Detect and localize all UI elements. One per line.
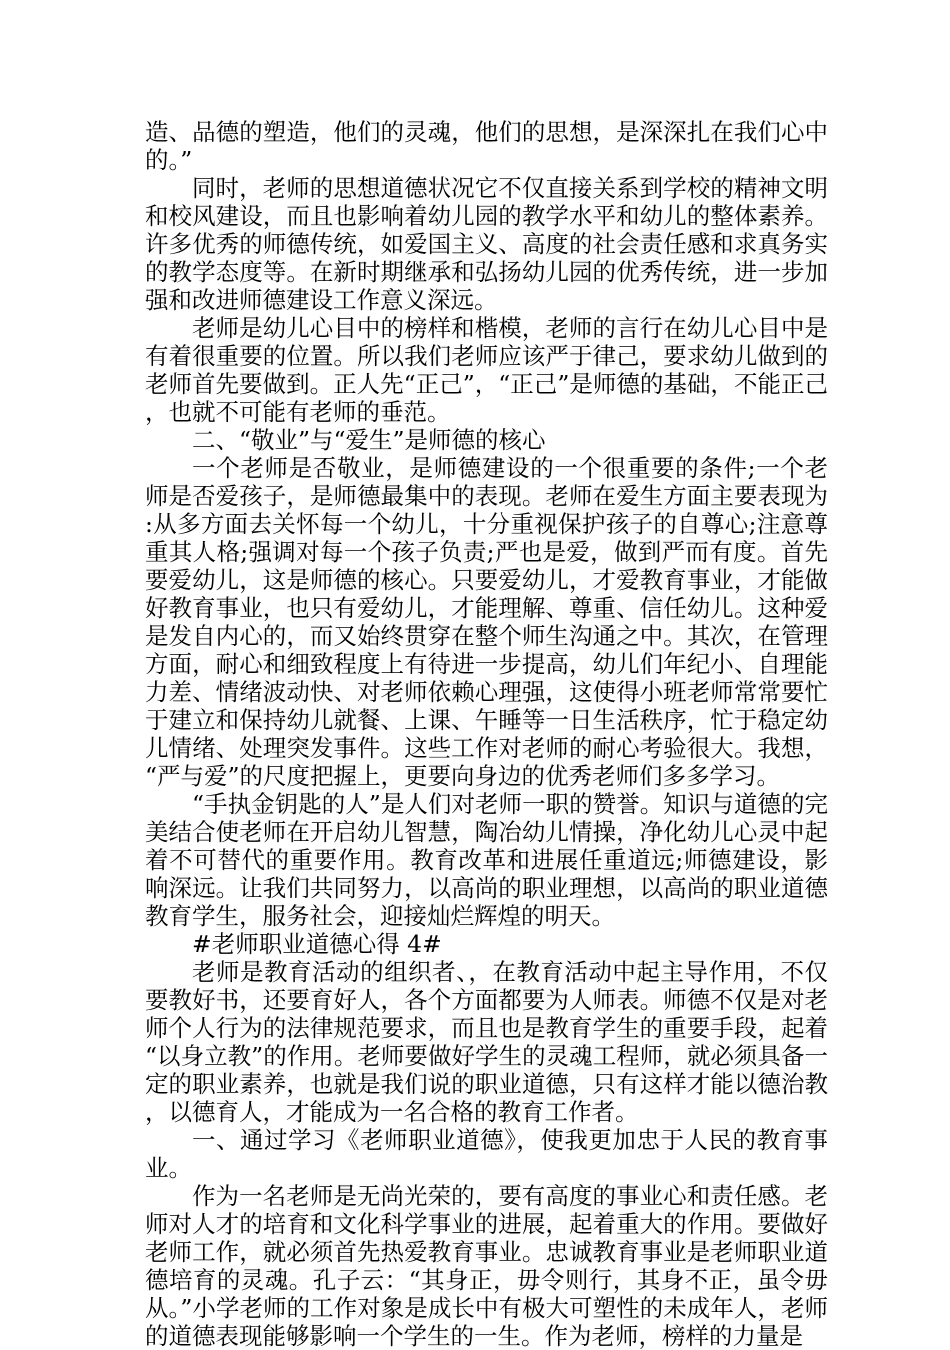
paragraph-2: 同时，老师的思想道德状况它不仅直接关系到学校的精神文明和校风建设，而且也影响着幼儿园的教学水平和幼儿的整体素养。许多优秀的师德传统，如爱国主义、高度的社会责任感和求真务实的教学态度等。在新时期继承和弘扬幼儿园的优秀传统，进一步加强和改进师德建设工作意义深远。 (145, 174, 828, 314)
section-heading-respect-and-love: 二、“敬业”与“爱生”是师德的核心 (192, 426, 546, 454)
section-heading-study-ethics: 一、通过学习《老师职业道德》，使我更加忠于人民的教育事业。 (145, 1126, 828, 1182)
paragraph-4: 一个老师是否敬业，是师德建设的一个很重要的条件;一个老师是否爱孩子，是师德最集中的表现。老师在爱生方面主要表现为:从多方面去关怀每一个幼儿，十分重视保护孩子的自尊心;注意尊重其人格;强调对每一个孩子负责;严也是爱，做到严而有度。首先要爱幼儿，这是师德的核心。只要爱幼儿，才爱教育事业，才能做好教育事业，也只有爱幼儿，才能理解、尊重、信任幼儿。这种爱是发自内心的，而又始终贯穿在整个师生沟通之中。其次，在管理方面，耐心和细致程度上有待进一步提高，幼儿们年纪小、自理能力差、情绪波动快、对老师依赖心理强，这使得小班老师常常要忙于建立和保持幼儿就餐、上课、午睡等一日生活秩序，忙于稳定幼儿情绪、处理突发事件。这些工作对老师的耐心考验很大。我想，“严与爱”的尺度把握上，更要向身边的优秀老师们多多学习。 (145, 454, 828, 790)
section-heading-essay-4: #老师职业道德心得 4# (192, 930, 442, 958)
paragraph-1: 造、品德的塑造，他们的灵魂，他们的思想，是深深扎在我们心中的。” (145, 118, 828, 174)
document-page (145, 118, 828, 1350)
paragraph-6: 老师是教育活动的组织者、，在教育活动中起主导作用，不仅要教好书，还要育好人，各个方面都要为人师表。师德不仅是对老师个人行为的法律规范要求，而且也是教育学生的重要手段，起着“以身立教”的作用。老师要做好学生的灵魂工程师，就必须具备一定的职业素养，也就是我们说的职业道德，只有这样才能以德治教，以德育人，才能成为一名合格的教育工作者。 (145, 958, 828, 1126)
paragraph-3: 老师是幼儿心目中的榜样和楷模，老师的言行在幼儿心目中是有着很重要的位置。所以我们老师应该严于律己，要求幼儿做到的老师首先要做到。正人先“正己”，“正己”是师德的基础，不能正己，也就不可能有老师的垂范。 (145, 314, 828, 426)
paragraph-5: “手执金钥匙的人”是人们对老师一职的赞誉。知识与道德的完美结合使老师在开启幼儿智慧，陶冶幼儿情操，净化幼儿心灵中起着不可替代的重要作用。教育改革和进展任重道远;师德建设，影响深远。让我们共同努力，以高尚的职业理想，以高尚的职业道德教育学生，服务社会，迎接灿烂辉煌的明天。 (145, 790, 828, 930)
paragraph-7: 作为一名老师是无尚光荣的，要有高度的事业心和责任感。老师对人才的培育和文化科学事业的进展，起着重大的作用。要做好老师工作，就必须首先热爱教育事业。忠诚教育事业是老师职业道德培育的灵魂。孔子云：“其身正，毋令则行，其身不正，虽令毋从。”小学老师的工作对象是成长中有极大可塑性的未成年人，老师的道德表现能够影响一个学生的一生。作为老师，榜样的力量是 (145, 1182, 828, 1350)
